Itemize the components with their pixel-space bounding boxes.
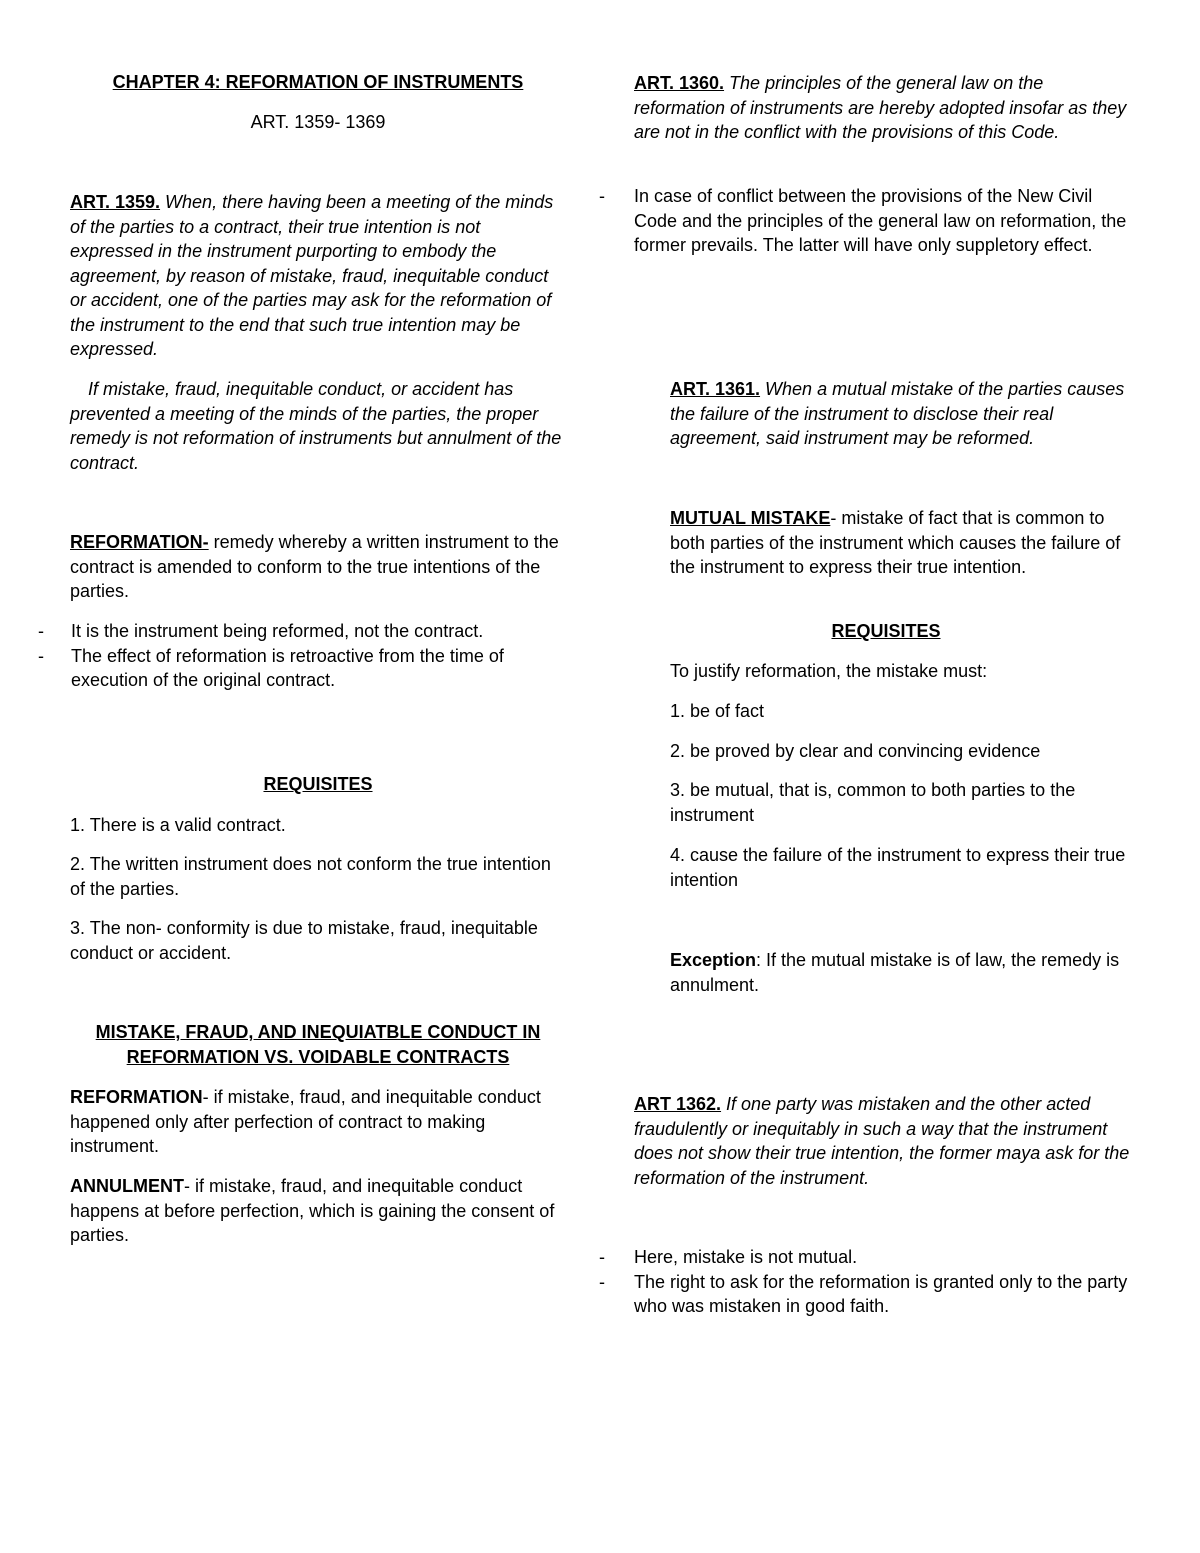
art-1359-label: ART. 1359. bbox=[70, 192, 161, 212]
art-1361-label: ART. 1361. bbox=[670, 379, 761, 399]
reformation-definition bbox=[70, 530, 566, 604]
reformation-term-2: REFORMATION bbox=[70, 1087, 203, 1107]
art-1362-label: ART 1362. bbox=[634, 1094, 722, 1114]
annulment-text: - if mistake, fraud, and inequitable conduct happens at before perfection, which is gaining the consent of parties. bbox=[70, 1176, 555, 1245]
list-item: - Here, mistake is not mutual. bbox=[562, 1245, 1134, 1270]
art-1360-text: The principles of the general law on the reformation of instruments are hereby adopted insofar as they are not in the conflict with the provisions of this Code. bbox=[634, 73, 1127, 142]
art-1360-paragraph bbox=[634, 71, 1134, 145]
reformation-bullets bbox=[0, 619, 566, 693]
annulment-term: ANNULMENT bbox=[70, 1176, 184, 1196]
exception-text: : If the mutual mistake is of law, the remedy is annulment. bbox=[670, 950, 1120, 995]
mistake-section-heading: MISTAKE, FRAUD, AND INEQUIATBLE CONDUCT IN REFORMATION VS. VOIDABLE CONTRACTS bbox=[95, 1022, 541, 1067]
exception-paragraph bbox=[670, 948, 1134, 997]
art-1362-text: If one party was mistaken and the other acted fraudulently or inequitably in such a way that the instrument does not show their true intention, the former maya ask for the reformation of the instrument. bbox=[634, 1094, 1130, 1188]
requisites-heading-left: REQUISITES bbox=[263, 774, 373, 794]
list-item: - The effect of reformation is retroactive from the time of execution of the original contract. bbox=[0, 644, 566, 693]
reformation-vs-text: - if mistake, fraud, and inequitable conduct happened only after perfection of contract to making instrument. bbox=[70, 1087, 541, 1156]
annulment-paragraph bbox=[70, 1174, 566, 1248]
requisite-item: 3. be mutual, that is, common to both parties to the instrument bbox=[670, 780, 1076, 825]
reformation-definition-text: remedy whereby a written instrument to the contract is amended to conform to the true intentions of the parties. bbox=[70, 532, 559, 601]
art-1360-label: ART. 1360. bbox=[634, 73, 725, 93]
art-1361-text: When a mutual mistake of the parties causes the failure of the instrument to disclose their real agreement, said instrument may be reformed. bbox=[670, 379, 1125, 448]
reformation-vs-paragraph bbox=[70, 1085, 566, 1159]
art-1359-second-paragraph: If mistake, fraud, inequitable conduct, or accident has prevented a meeting of the minds of the parties, the proper remedy is not reformation of instruments but annulment of the contract. bbox=[70, 379, 562, 473]
art-1359-paragraph bbox=[70, 190, 566, 362]
art-1362-bullets bbox=[562, 1245, 1134, 1319]
list-item: - In case of conflict between the provisions of the New Civil Code and the principles of the general law on reformation, the former prevails. The latter will have only suppletory effect. bbox=[562, 184, 1134, 258]
art-1359-text: When, there having been a meeting of the minds of the parties to a contract, their true intention is not expressed in the instrument purporting to embody the agreement, by reason of mistake, fraud, inequitable conduct or accident, one of the parties may ask for the reformation of the instrument to the end that such true intention may be expressed. bbox=[70, 192, 554, 359]
chapter-title: CHAPTER 4: REFORMATION OF INSTRUMENTS bbox=[112, 72, 524, 92]
requisite-item: 2. be proved by clear and convincing evidence bbox=[670, 741, 1041, 761]
requisites-intro: To justify reformation, the mistake must: bbox=[670, 661, 988, 681]
art-1361-paragraph bbox=[670, 377, 1134, 451]
art-1362-paragraph bbox=[634, 1092, 1134, 1190]
requisite-item: 4. cause the failure of the instrument to express their true intention bbox=[670, 845, 1126, 890]
requisites-heading-right: REQUISITES bbox=[831, 621, 941, 641]
list-item: - It is the instrument being reformed, not the contract. bbox=[0, 619, 566, 644]
requisite-item: 1. There is a valid contract. bbox=[70, 815, 286, 835]
mutual-mistake-text: - mistake of fact that is common to both parties of the instrument which causes the failure of the instrument to express their true intention. bbox=[670, 508, 1121, 577]
requisite-item: 2. The written instrument does not conform the true intention of the parties. bbox=[70, 854, 551, 899]
requisite-item: 3. The non- conformity is due to mistake, fraud, inequitable conduct or accident. bbox=[70, 918, 538, 963]
art-1360-bullets bbox=[562, 184, 1134, 258]
reformation-term: REFORMATION- bbox=[70, 532, 209, 552]
article-range: ART. 1359- 1369 bbox=[250, 112, 386, 132]
requisite-item: 1. be of fact bbox=[670, 701, 765, 721]
list-item: - The right to ask for the reformation is granted only to the party who was mistaken in good faith. bbox=[562, 1270, 1134, 1319]
exception-term: Exception bbox=[670, 950, 757, 970]
mutual-mistake-term: MUTUAL MISTAKE bbox=[670, 508, 831, 528]
mutual-mistake-definition bbox=[670, 506, 1134, 580]
